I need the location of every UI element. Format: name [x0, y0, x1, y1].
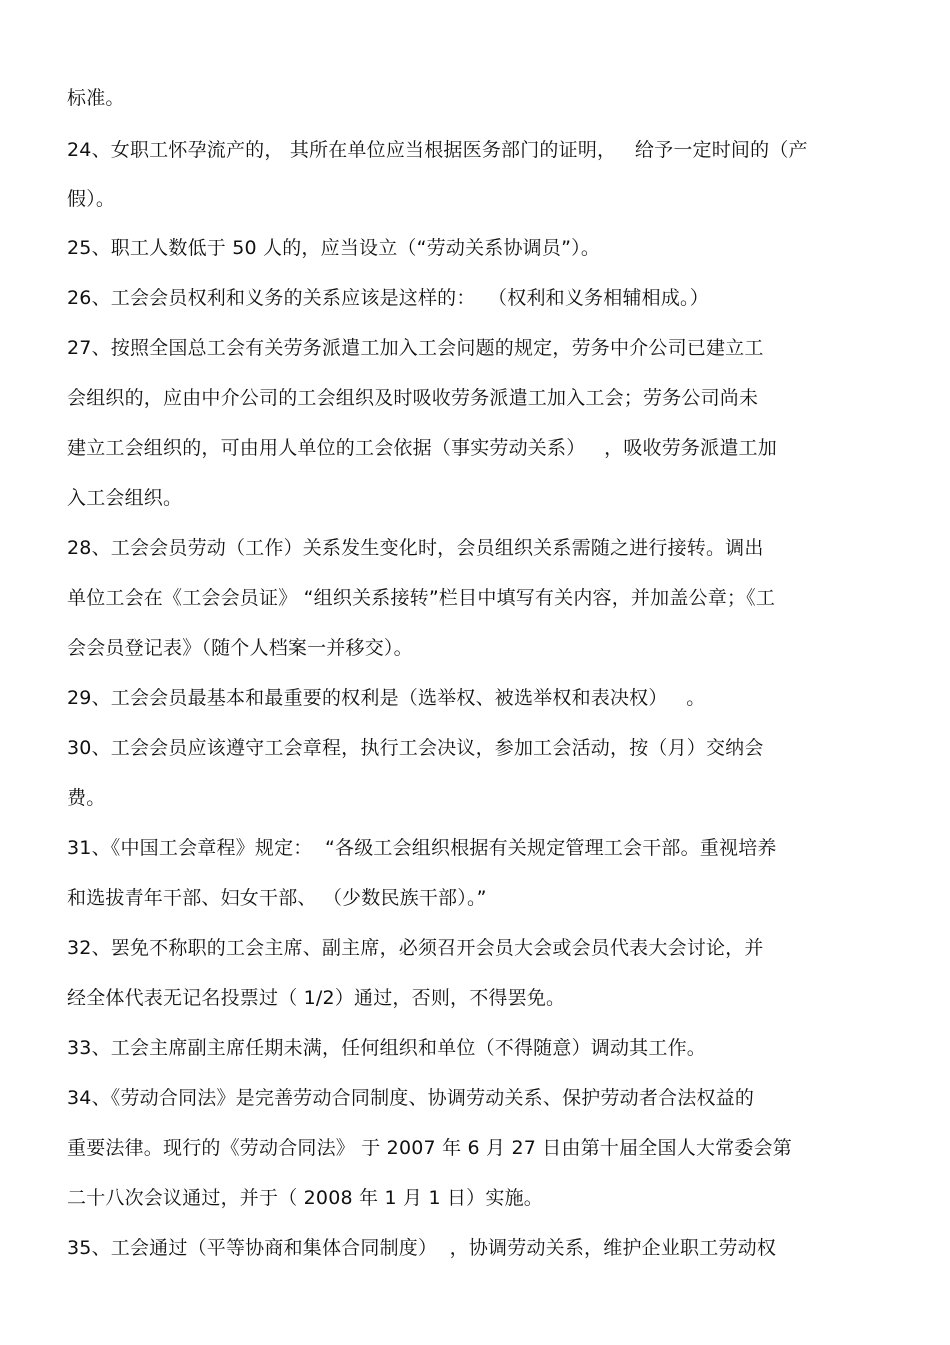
text-line: 24、女职工怀孕流产的， 其所在单位应当根据医务部门的证明， 给予一定时间的（产: [67, 139, 808, 161]
text-line: 会组织的，应由中介公司的工会组织及时吸收劳务派遣工加入工会；劳务公司尚未: [67, 387, 759, 409]
text-line: 30、工会会员应该遵守工会章程，执行工会决议，参加工会活动，按（月）交纳会: [67, 737, 764, 759]
text-line: 重要法律。现行的《劳动合同法》 于 2007 年 6 月 27 日由第十届全国人大常委会第: [67, 1137, 792, 1159]
text-line: 建立工会组织的，可由用人单位的工会依据（事实劳动关系） ，吸收劳务派遣工加: [67, 437, 777, 459]
text-line: 29、工会会员最基本和最重要的权利是（选举权、被选举权和表决权） 。: [67, 687, 706, 709]
text-line: 34、《劳动合同法》是完善劳动合同制度、协调劳动关系、保护劳动者合法权益的: [67, 1087, 755, 1109]
text-line: 32、罢免不称职的工会主席、副主席，必须召开会员大会或会员代表大会讨论，并: [67, 937, 764, 959]
text-line: 28、工会会员劳动（工作）关系发生变化时，会员组织关系需随之进行接转。调出: [67, 537, 764, 559]
text-line: 和选拔青年干部、妇女干部、 （少数民族干部）。”: [67, 887, 487, 909]
text-line: 31、《中国工会章程》规定： “各级工会组织根据有关规定管理工会干部。重视培养: [67, 837, 777, 859]
text-line: 费。: [67, 787, 106, 809]
text-line: 26、工会会员权利和义务的关系应该是这样的： （权利和义务相辅相成。）: [67, 287, 709, 309]
text-line: 标准。: [67, 87, 125, 109]
text-line: 35、工会通过（平等协商和集体合同制度） ，协调劳动关系，维护企业职工劳动权: [67, 1237, 777, 1259]
text-line: 33、工会主席副主席任期未满，任何组织和单位（不得随意）调动其工作。: [67, 1037, 706, 1059]
text-line: 二十八次会议通过，并于（ 2008 年 1 月 1 日）实施。: [67, 1187, 543, 1209]
text-line: 25、职工人数低于 50 人的，应当设立（“劳动关系协调员”）。: [67, 237, 601, 259]
text-line: 27、按照全国总工会有关劳务派遣工加入工会问题的规定，劳务中介公司已建立工: [67, 337, 764, 359]
text-line: 单位工会在《工会会员证》 “组织关系接转”栏目中填写有关内容，并加盖公章；《工: [67, 587, 776, 609]
text-line: 入工会组织。: [67, 487, 183, 509]
text-line: 会会员登记表》（随个人档案一并移交）。: [67, 637, 413, 659]
text-line: 经全体代表无记名投票过（ 1/2）通过，否则，不得罢免。: [67, 987, 566, 1009]
text-line: 假）。: [67, 188, 116, 210]
